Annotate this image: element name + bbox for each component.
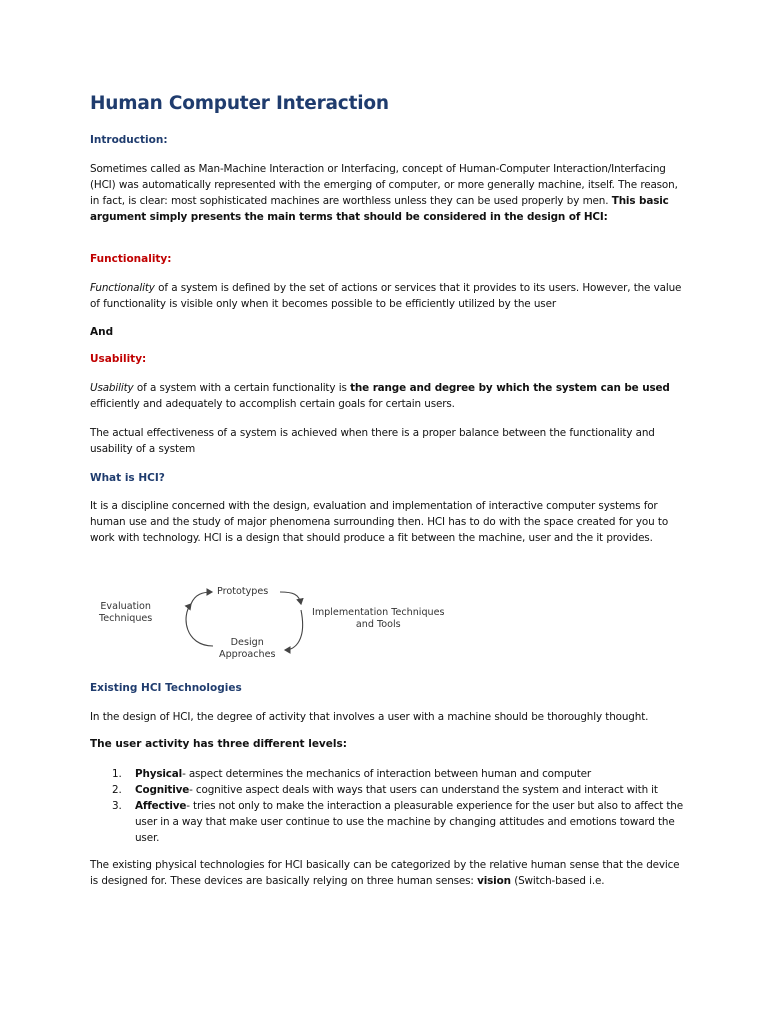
what-is-hci-heading: What is HCI? <box>90 472 165 484</box>
evaluation-line-1: Evaluation <box>100 601 151 612</box>
existing-hci-heading: Existing HCI Technologies <box>90 682 242 694</box>
user-activity-levels-heading: The user activity has three different levels: <box>90 738 347 750</box>
list-item-text: - cognitive aspect deals with ways that users can understand the system and interact with it <box>189 784 658 796</box>
list-item-term: Physical <box>135 768 183 780</box>
closing-text-start: The existing physical technologies for HCI basically can be categorized by the relative human sense that the device is designed for. These devices are basically relying on three human senses: <box>90 859 680 887</box>
implementation-line-2: and Tools <box>355 619 401 630</box>
list-item <box>90 782 690 798</box>
list-item-number: 3. <box>112 800 122 812</box>
evaluation-line-2: Techniques <box>99 613 153 624</box>
arrow-prototypes-to-implementation <box>280 592 301 604</box>
implementation-line-1: Implementation Techniques <box>312 607 445 618</box>
usability-bold-text: the range and degree by which the system can be used <box>350 382 670 394</box>
introduction-paragraph <box>90 161 690 225</box>
list-item-number: 1. <box>112 768 122 780</box>
functionality-text: of a system is defined by the set of actions or services that it provides to its users. However, the value of functionality is visible only when it becomes possible to be efficiently utilized by the user <box>90 282 682 310</box>
introduction-heading: Introduction: <box>90 134 168 146</box>
list-item <box>90 798 690 846</box>
arrow-design-to-evaluation <box>186 604 213 646</box>
introduction-text: Sometimes called as Man-Machine Interaction or Interfacing, concept of Human-Computer Interaction/Interfacing (HCI) was automatically represented with the emerging of computer, or more generally machine, itself. The reason, in fact, is clear: most sophisticated machines are worthless unless they can be used properly by men. <box>90 163 678 207</box>
usability-text-start: of a system with a certain functionality is <box>136 382 347 394</box>
functionality-paragraph <box>90 280 690 312</box>
list-item-text: - aspect determines the mechanics of interaction between human and computer <box>182 768 591 780</box>
design-line-1: Design <box>230 637 264 648</box>
usability-heading: Usability: <box>90 353 147 365</box>
list-item-term: Affective <box>135 800 187 812</box>
balance-paragraph: The actual effectiveness of a system is achieved when there is a proper balance between the functionality and usability of a system <box>90 427 655 455</box>
list-item <box>90 766 690 782</box>
list-item-number: 2. <box>112 784 122 796</box>
arrow-evaluation-to-prototypes <box>191 592 212 604</box>
existing-hci-paragraph: In the design of HCI, the degree of activity that involves a user with a machine should be thoroughly thought. <box>90 711 649 723</box>
diagram-label-implementation <box>312 607 445 631</box>
usability-term: Usability <box>90 382 134 394</box>
usability-paragraph <box>90 380 690 412</box>
closing-text-end: (Switch-based i.e. <box>514 875 605 887</box>
functionality-heading: Functionality: <box>90 253 172 265</box>
hci-cycle-diagram <box>95 580 465 666</box>
closing-paragraph <box>90 857 690 889</box>
functionality-term: Functionality <box>90 282 155 294</box>
diagram-label-design <box>219 637 275 661</box>
user-activity-levels-list <box>90 766 690 846</box>
arrow-implementation-to-design <box>285 610 303 650</box>
introduction-bold-text: This basic argument simply presents the main terms that should be considered in the design of HCI: <box>90 195 669 223</box>
list-item-text: - tries not only to make the interaction a pleasurable experience for the user but also to affect the user in a way that make user continue to use the machine by changing attitudes and emotions toward the user. <box>135 800 683 844</box>
diagram-label-prototypes: Prototypes <box>217 586 269 597</box>
list-item-term: Cognitive <box>135 784 190 796</box>
and-label: And <box>90 326 114 338</box>
page-title: Human Computer Interaction <box>90 93 389 114</box>
diagram-label-evaluation <box>99 601 152 625</box>
usability-text-end: efficiently and adequately to accomplish certain goals for certain users. <box>90 398 455 410</box>
design-line-2: Approaches <box>219 649 276 660</box>
what-is-hci-paragraph: It is a discipline concerned with the design, evaluation and implementation of interactive computer systems for human use and the study of major phenomena surrounding then. HCI has to do with the space created for you to work with technology. HCI is a design that should produce a fit between the machine, user and the it provides. <box>90 500 669 544</box>
closing-bold-text: vision <box>477 875 511 887</box>
